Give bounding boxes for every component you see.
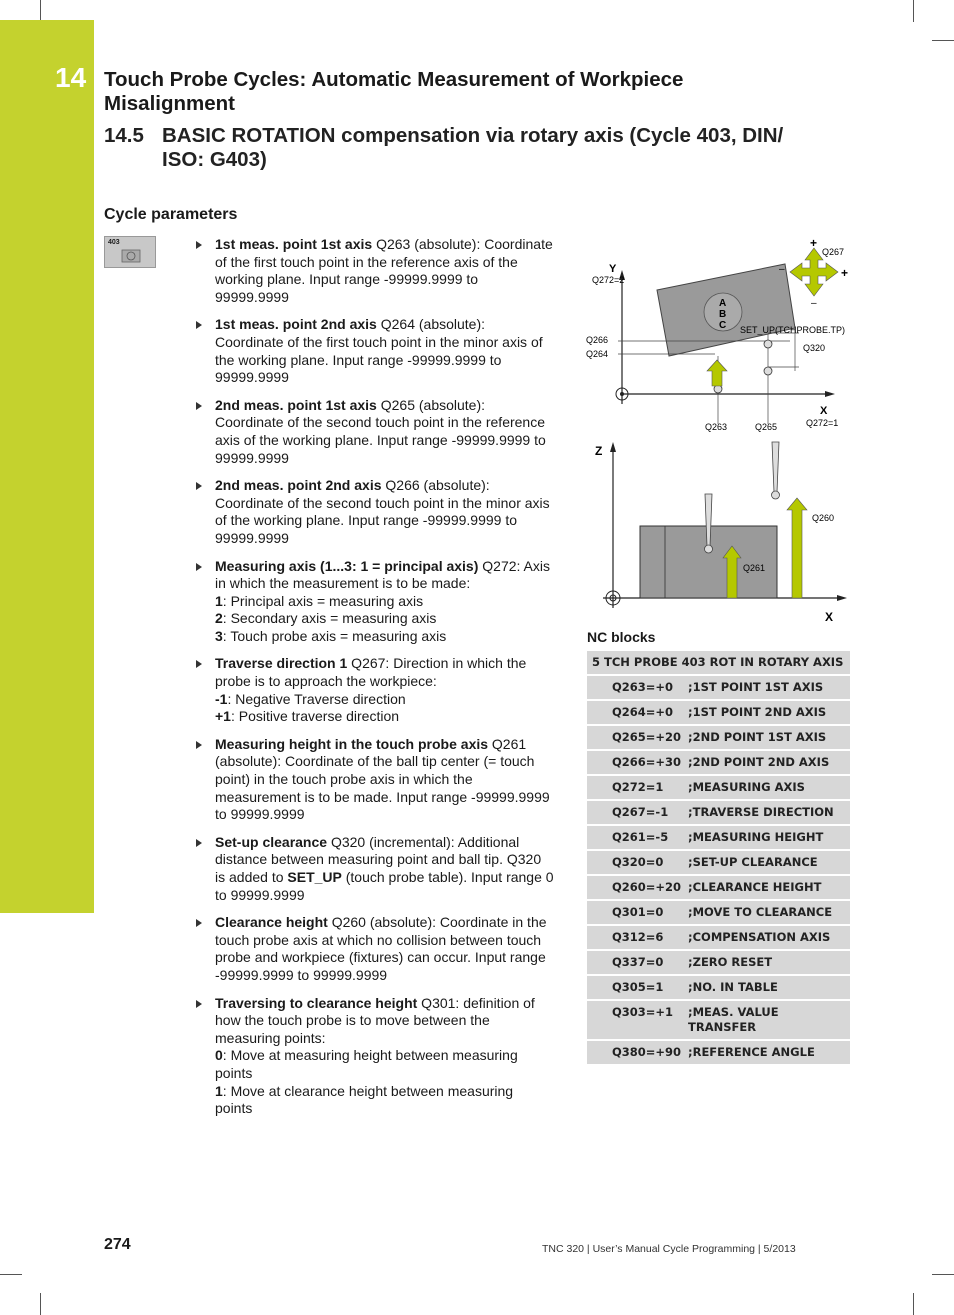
parameter-name: Measuring axis (1...3: 1 = principal axis) xyxy=(215,557,479,574)
label-y: Y xyxy=(609,263,617,275)
nc-code: Q301=0 xyxy=(587,900,686,925)
nc-blocks-heading: NC blocks xyxy=(587,629,656,645)
parameter-item xyxy=(196,736,554,824)
bullet-icon xyxy=(196,402,202,410)
label-q272-1: Q272=1 xyxy=(806,418,839,428)
nc-comment: ;1ST POINT 2ND AXIS xyxy=(686,700,850,725)
nc-comment: ;COMPENSATION AXIS xyxy=(686,925,850,950)
option-text: : Negative Traverse direction xyxy=(227,690,406,707)
label-setup: SET_UP(TCHPROBE.TP) xyxy=(740,325,846,335)
parameter-desc: Q260 (absolute): Coordinate in the touch probe axis at which no collision between touch probe and workpiece (fixtures) can occur. Input range -99999.9999 to 99999.9999 xyxy=(215,914,547,983)
probe-icon xyxy=(105,237,155,267)
option-text: : Move at clearance height between measuring points xyxy=(215,1082,514,1117)
nc-blocks-table xyxy=(587,651,850,1066)
footer-text: TNC 320 | User’s Manual Cycle Programming | 5/2013 xyxy=(542,1243,796,1255)
label-q267: Q267 xyxy=(822,247,845,257)
nc-row xyxy=(587,700,850,725)
parameter-inline-bold: SET_UP xyxy=(287,869,342,885)
option-text: : Move at measuring height between measuring points xyxy=(215,1047,518,1081)
option-key: 3 xyxy=(215,627,223,644)
chapter-number: 14 xyxy=(55,62,87,93)
bullet-icon xyxy=(196,1000,202,1008)
nc-code: Q260=+20 xyxy=(587,875,686,900)
parameter-item xyxy=(196,236,554,306)
cycle-parameters-heading: Cycle parameters xyxy=(104,206,238,223)
nc-header-cell: 5 TCH PROBE 403 ROT IN ROTARY AXIS xyxy=(587,651,850,675)
nc-comment: ;MEAS. VALUE TRANSFER xyxy=(686,1000,850,1040)
parameter-name: Traverse direction 1 xyxy=(215,655,348,672)
crop-mark xyxy=(913,0,914,22)
bullet-icon xyxy=(196,563,202,571)
crop-mark xyxy=(0,1274,22,1275)
parameter-name: 2nd meas. point 2nd axis xyxy=(215,477,382,494)
parameter-item xyxy=(196,558,554,646)
minus-left: – xyxy=(779,264,785,275)
parameter-name: Measuring height in the touch probe axis xyxy=(215,735,489,752)
nc-code: Q380=+90 xyxy=(587,1040,686,1065)
nc-row xyxy=(587,825,850,850)
parameter-desc: Q266 (absolute): Coordinate of the second touch point in the minor axis of the working plane. Input range -99999.9999 to 99999.9999 xyxy=(215,477,550,546)
parameter-name: Set-up clearance xyxy=(215,833,328,850)
label-q272-2: Q272=2 xyxy=(592,275,625,285)
label-q263: Q263 xyxy=(705,422,728,432)
nc-row xyxy=(587,800,850,825)
nc-code: Q263=+0 xyxy=(587,675,686,700)
nc-row xyxy=(587,1000,850,1040)
nc-row xyxy=(587,850,850,875)
parameter-desc: Q265 (absolute): Coordinate of the second touch point in the reference axis of the working plane. Input range -99999.9999 to 99999.9999 xyxy=(215,396,546,466)
nc-code: Q320=0 xyxy=(587,850,686,875)
parameter-desc: Q320 (incremental): Additional distance between measuring point and ball tip. Q320 is added to xyxy=(215,833,542,885)
diagram-top-view xyxy=(585,236,855,436)
parameter-desc: Q261 (absolute): Coordinate of the ball tip center (= touch point) in the touch probe axis in which the measurement is to be made. Input range -99999.9999 to 99999.9999 xyxy=(215,735,550,823)
probe-clearance xyxy=(772,442,779,492)
parameter-item xyxy=(196,655,554,725)
crop-mark xyxy=(40,1293,41,1315)
parameter-desc: Q267: Direction in which the probe is to approach the workpiece: xyxy=(215,655,527,690)
label-x: X xyxy=(820,405,828,417)
parameter-desc: Q264 (absolute): Coordinate of the first touch point in the minor axis of the working plane. Input range -99999.9999 to 99999.9999 xyxy=(215,316,543,386)
bullet-icon xyxy=(196,839,202,847)
nc-row xyxy=(587,975,850,1000)
label-c: C xyxy=(719,320,727,331)
plus-right: + xyxy=(841,266,849,280)
option-text: : Secondary axis = measuring axis xyxy=(222,610,437,627)
option-key: -1 xyxy=(215,690,228,707)
bullet-icon xyxy=(196,919,202,927)
nc-code: Q266=+30 xyxy=(587,750,686,775)
nc-row xyxy=(587,1040,850,1065)
parameter-desc: Q272: Axis in which the measurement is to be made: xyxy=(215,557,550,592)
nc-code: Q261=-5 xyxy=(587,825,686,850)
label-x: X xyxy=(825,610,834,624)
label-q260: Q260 xyxy=(812,513,835,523)
chapter-title: Touch Probe Cycles: Automatic Measurement of Workpiece Misalignment xyxy=(104,68,684,115)
bullet-icon xyxy=(196,660,202,668)
section-title-text: BASIC ROTATION compensation via rotary axis (Cycle 403, DIN/ ISO: G403) xyxy=(162,124,784,171)
bullet-icon xyxy=(196,482,202,490)
nc-comment: ;MEASURING HEIGHT xyxy=(686,825,850,850)
crop-mark xyxy=(932,1274,954,1275)
nc-code: Q265=+20 xyxy=(587,725,686,750)
minus-bottom: – xyxy=(811,298,817,309)
option-key: 0 xyxy=(215,1047,223,1064)
option-key: 2 xyxy=(215,610,223,627)
nc-comment: ;SET-UP CLEARANCE xyxy=(686,850,850,875)
bullet-icon xyxy=(196,741,202,749)
nc-code: Q267=-1 xyxy=(587,800,686,825)
label-a: A xyxy=(719,298,727,309)
option-key: +1 xyxy=(215,708,231,725)
nc-comment: ;NO. IN TABLE xyxy=(686,975,850,1000)
nc-row xyxy=(587,900,850,925)
nc-comment: ;ZERO RESET xyxy=(686,950,850,975)
bullet-icon xyxy=(196,321,202,329)
nc-row xyxy=(587,925,850,950)
bullet-icon xyxy=(196,241,202,249)
parameter-desc: Q263 (absolute): Coordinate of the first touch point in the reference axis of the working plane. Input range -99999.9999 to 99999.9999 xyxy=(215,236,553,305)
nc-row xyxy=(587,675,850,700)
nc-code: Q337=0 xyxy=(587,950,686,975)
nc-comment: ;1ST POINT 1ST AXIS xyxy=(686,675,850,700)
parameter-name: Clearance height xyxy=(215,914,328,931)
parameter-name: 1st meas. point 1st axis xyxy=(215,236,373,252)
label-b: B xyxy=(719,309,727,320)
option-text: : Principal axis = measuring axis xyxy=(222,592,424,609)
cycle-icon-label: 403 xyxy=(108,239,120,246)
nc-code: Q305=1 xyxy=(587,975,686,1000)
nc-code: Q303=+1 xyxy=(587,1000,686,1040)
parameter-item xyxy=(196,316,554,386)
option-key: 1 xyxy=(215,592,223,609)
nc-code: Q312=6 xyxy=(587,925,686,950)
parameter-list xyxy=(196,236,554,1128)
parameter-item xyxy=(196,914,554,984)
plus-top: + xyxy=(810,236,818,250)
touch-point-2 xyxy=(764,340,772,348)
x-axis-arrow xyxy=(825,391,835,397)
label-q264: Q264 xyxy=(586,349,609,359)
nc-code: Q264=+0 xyxy=(587,700,686,725)
option-key: 1 xyxy=(215,1082,223,1099)
q260-arrow xyxy=(787,498,807,598)
nc-comment: ;TRAVERSE DIRECTION xyxy=(686,800,850,825)
parameter-item xyxy=(196,995,554,1118)
crop-mark xyxy=(932,40,954,41)
option-text: : Touch probe axis = measuring axis xyxy=(222,627,447,644)
nc-comment: ;MEASURING AXIS xyxy=(686,775,850,800)
parameter-desc: Q301: definition of how the touch probe is to move between the measuring points: xyxy=(215,994,535,1046)
page-number: 274 xyxy=(104,1236,131,1253)
nc-comment: ;REFERENCE ANGLE xyxy=(686,1040,850,1065)
parameter-item xyxy=(196,397,554,467)
label-q265: Q265 xyxy=(755,422,778,432)
nc-row xyxy=(587,750,850,775)
section-number: 14.5 xyxy=(104,124,144,147)
crop-mark xyxy=(40,0,41,22)
crop-mark xyxy=(913,1293,914,1315)
nc-row xyxy=(587,775,850,800)
nc-code: Q272=1 xyxy=(587,775,686,800)
nc-header-row xyxy=(587,651,850,675)
parameter-name: 1st meas. point 2nd axis xyxy=(215,316,377,333)
probe-cycle-icon xyxy=(104,236,156,268)
label-z: Z xyxy=(595,444,603,458)
label-q261: Q261 xyxy=(743,563,766,573)
nc-row xyxy=(587,950,850,975)
nc-comment: ;2ND POINT 2ND AXIS xyxy=(686,750,850,775)
nc-comment: ;CLEARANCE HEIGHT xyxy=(686,875,850,900)
approach-arrow xyxy=(707,360,727,386)
nc-comment: ;MOVE TO CLEARANCE xyxy=(686,900,850,925)
option-text: : Positive traverse direction xyxy=(230,708,400,725)
parameter-item xyxy=(196,477,554,547)
nc-comment: ;2ND POINT 1ST AXIS xyxy=(686,725,850,750)
chapter-bar xyxy=(0,20,94,913)
parameter-name: 2nd meas. point 1st axis xyxy=(215,396,377,413)
parameter-item xyxy=(196,834,554,904)
parameter-desc-after: (touch probe table). Input range 0 to 99999.9999 xyxy=(215,869,554,903)
label-q266: Q266 xyxy=(586,335,609,345)
diagram-side-view xyxy=(585,438,855,628)
label-q320: Q320 xyxy=(803,343,826,353)
nc-row xyxy=(587,725,850,750)
parameter-name: Traversing to clearance height xyxy=(215,994,418,1011)
nc-row xyxy=(587,875,850,900)
